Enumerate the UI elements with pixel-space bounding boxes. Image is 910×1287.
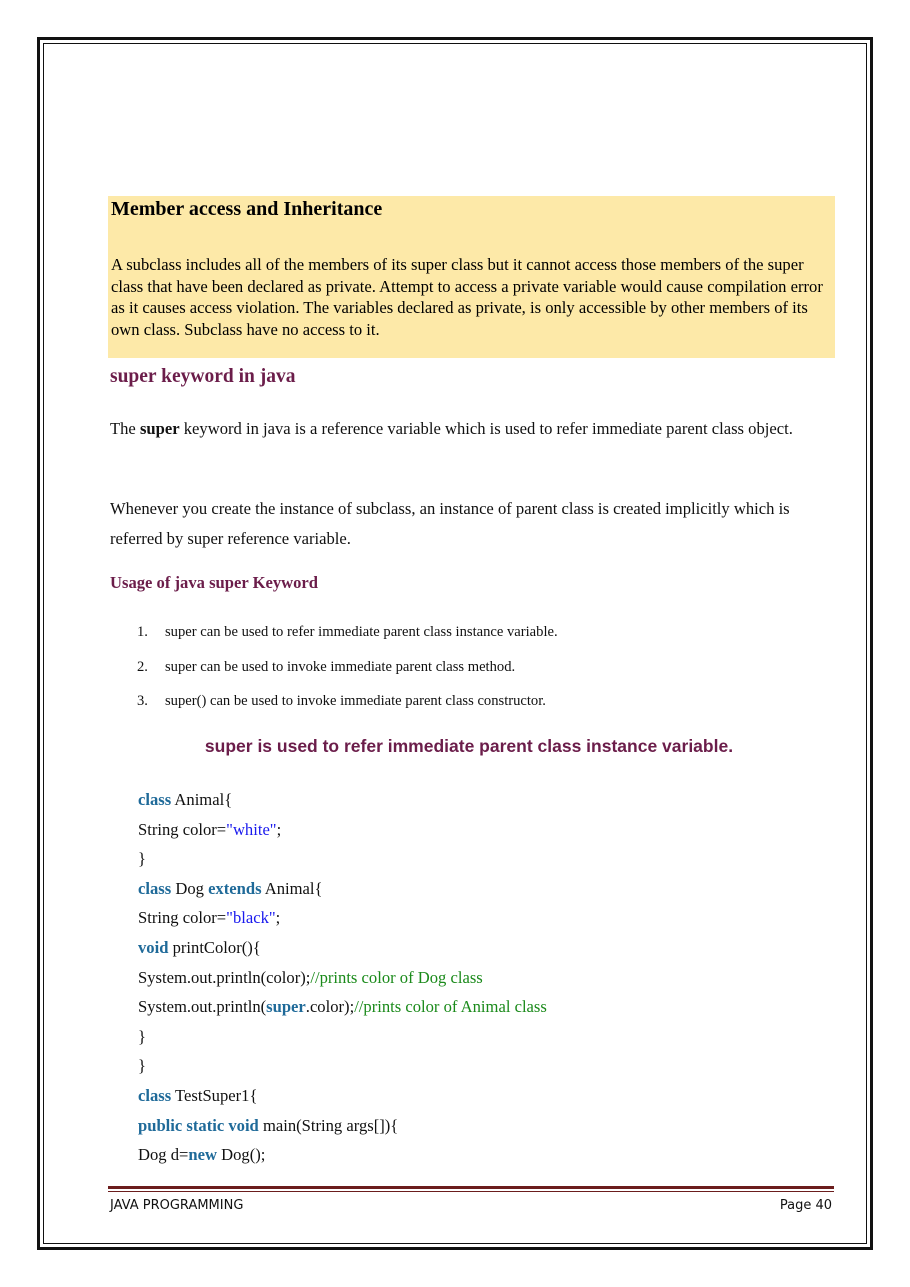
code-keyword: super xyxy=(266,997,306,1017)
code-line xyxy=(138,815,547,845)
code-keyword: new xyxy=(188,1145,217,1165)
page-number: Page 40 xyxy=(779,1198,832,1213)
code-line: } xyxy=(138,1056,146,1076)
code-line: } xyxy=(138,849,146,869)
paragraph-super-definition xyxy=(110,414,825,444)
code-line xyxy=(138,1111,547,1141)
para1-text-after: keyword in java is a reference variable which is used to refer immediate parent class object. xyxy=(179,419,793,438)
code-text: ; xyxy=(275,908,281,928)
box-paragraph: A subclass includes all of the members of its super class but it cannot access those members of the super class that have been declared as private. Attempt to access a private variable would cause compilation error as it causes access violation. The variables declared as private, is only accessible by other members of its own class. Subclass have no access to it. xyxy=(111,255,823,339)
list-item xyxy=(137,624,558,659)
code-line xyxy=(138,992,547,1022)
code-text: Dog d= xyxy=(138,1145,189,1165)
example-caption: super is used to refer immediate parent class instance variable. xyxy=(204,736,734,756)
list-item-text: super can be used to refer immediate parent class instance variable. xyxy=(165,624,558,640)
code-comment: //prints color of Animal class xyxy=(354,997,547,1017)
code-text: String color= xyxy=(138,908,227,928)
code-keyword: class xyxy=(138,878,172,898)
code-keyword: class xyxy=(138,790,172,809)
list-item-number: 2. xyxy=(137,658,148,675)
code-text: main(String args[]){ xyxy=(258,1115,399,1135)
code-text: TestSuper1{ xyxy=(171,1085,258,1105)
list-item-number: 1. xyxy=(137,624,148,640)
code-string: "white" xyxy=(226,819,277,839)
footer-rule xyxy=(108,1186,834,1189)
code-keyword: class xyxy=(138,1085,172,1105)
code-text: ; xyxy=(276,819,282,839)
footer-title: JAVA PROGRAMMING xyxy=(110,1198,244,1213)
para1-text-before: The xyxy=(110,419,140,438)
code-keyword: void xyxy=(138,937,169,957)
code-text: Dog xyxy=(171,878,209,898)
code-keyword: extends xyxy=(208,878,262,898)
code-comment: //prints color of Dog class xyxy=(310,967,483,987)
code-block xyxy=(138,785,547,1170)
code-text: printColor(){ xyxy=(168,937,261,957)
code-text: String color= xyxy=(138,819,227,839)
footer-rule-thin xyxy=(108,1191,834,1192)
box-title: Member access and Inheritance xyxy=(111,198,383,220)
paragraph-super-instance: Whenever you create the instance of subclass, an instance of parent class is created implicitly which is referred by super reference variable. xyxy=(110,499,790,548)
list-item-number: 3. xyxy=(137,693,148,709)
code-line xyxy=(138,933,547,963)
code-text: System.out.println(color); xyxy=(138,967,311,987)
code-text: Animal{ xyxy=(171,790,233,809)
list-item-text: super can be used to invoke immediate parent class method. xyxy=(165,658,516,675)
code-line: } xyxy=(138,1026,146,1046)
code-line xyxy=(138,1140,547,1170)
list-item-text: super() can be used to invoke immediate parent class constructor. xyxy=(165,693,546,709)
code-string: "black" xyxy=(226,908,276,928)
usage-list xyxy=(137,624,558,728)
code-line xyxy=(138,1081,547,1111)
code-keyword: public static void xyxy=(138,1115,259,1135)
code-text: Dog(); xyxy=(216,1145,266,1165)
list-item xyxy=(137,693,558,728)
para1-bold-super: super xyxy=(139,419,180,438)
code-line xyxy=(138,963,547,993)
code-line xyxy=(138,785,547,815)
code-text: .color); xyxy=(305,997,355,1017)
usage-heading: Usage of java super Keyword xyxy=(110,573,319,592)
list-item xyxy=(137,659,558,694)
section-heading: super keyword in java xyxy=(110,366,296,387)
code-line xyxy=(138,874,547,904)
code-line xyxy=(138,903,547,933)
code-text: System.out.println( xyxy=(138,997,267,1017)
code-text: Animal{ xyxy=(261,878,323,898)
